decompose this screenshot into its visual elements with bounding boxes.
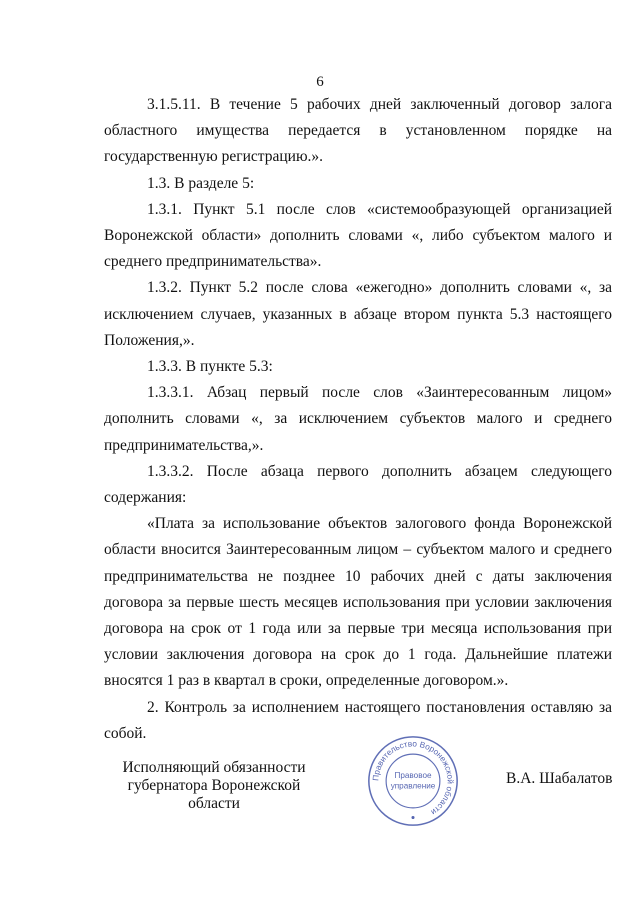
stamp-center-line1: Правовое (394, 771, 432, 781)
paragraph-1-3: 1.3. В разделе 5: (147, 174, 255, 192)
stamp-center-line2: управление (390, 781, 436, 791)
paragraph-1-3-3-2: 1.3.3.2. После абзаца первого дополнить абзацем следующего содержания: (104, 462, 612, 507)
signatory-name: В.А. Шабалатов (506, 770, 613, 787)
paragraph-1-3-1: 1.3.1. Пункт 5.1 после слов «системообразующей организацией Воронежской области» дополнить словами «, либо субъектом малого и среднего предпринимательства». (104, 200, 612, 271)
official-stamp (365, 733, 461, 829)
document-body (104, 92, 612, 747)
signatory-role-line2: губернатора Воронежской области (127, 777, 301, 812)
paragraph-3-1-5-11: 3.1.5.11. В течение 5 рабочих дней заключенный договор залога областного имущества передается в установленном порядке на государственную регистрацию.». (104, 96, 612, 166)
paragraph-1-3-2: 1.3.2. Пункт 5.2 после слова «ежегодно» дополнить словами «, за исключением случаев, указанных в абзаце втором пункта 5.3 настоящего Положения,». (104, 279, 612, 349)
signatory-role (104, 759, 324, 813)
paragraph-2: 2. Контроль за исполнением настоящего постановления оставляю за собой. (104, 698, 612, 742)
paragraph-1-3-3: 1.3.3. В пункте 5.3: (147, 358, 273, 376)
signatory-role-line1: Исполняющий обязанности (122, 759, 306, 776)
paragraph-1-3-3-1: 1.3.3.1. Абзац первый после слов «Заинтересованным лицом» дополнить словами «, за исключением субъектов малого и среднего предпринимательства,». (104, 384, 612, 454)
stamp-ring-text: Правительство Воронежской области (371, 739, 455, 817)
page-number: 6 (316, 74, 324, 90)
stamp-star-mark (411, 816, 414, 819)
quoted-paragraph: «Плата за использование объектов залогового фонда Воронежской области вносится Заинтересованным лицом – субъектом малого и среднего предпринимательства не позднее 10 рабочих дней с даты заключения договора за первые шесть месяцев использования при условии заключения договора на срок от 1 года или за первые три месяца использования при условии заключения договора на срок до 1 года. Дальнейшие платежи вносятся 1 раз в квартал в сроки, определенные договором.». (104, 515, 612, 690)
